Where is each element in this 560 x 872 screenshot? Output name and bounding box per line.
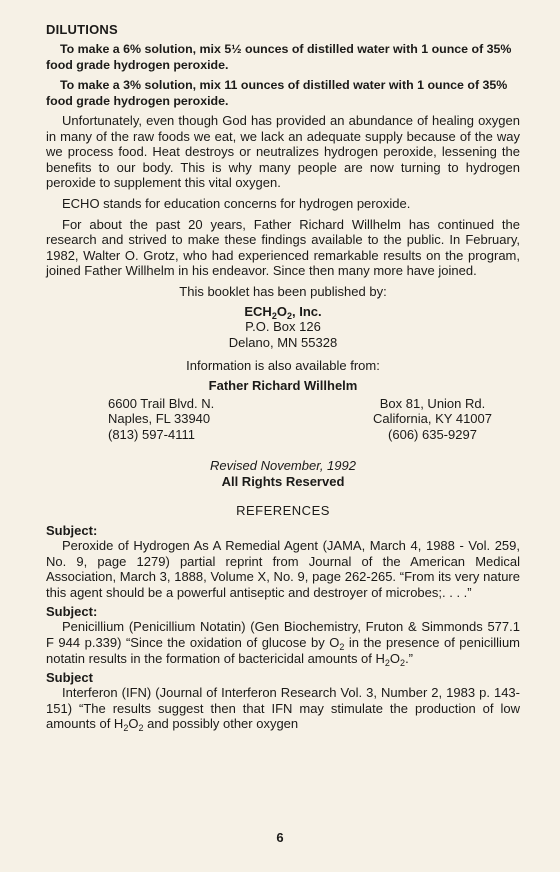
dilutions-heading: DILUTIONS: [46, 22, 118, 37]
contact-addresses: [46, 396, 520, 443]
kentucky-address: Box 81, Union Rd. California, KY 41007 (606) 635-9297: [372, 395, 492, 442]
publisher-intro: This booklet has been published by:: [179, 283, 387, 299]
florida-address: 6600 Trail Blvd. N. Naples, FL 33940 (813) 597-4111: [108, 395, 215, 442]
info-intro: Information is also available from:: [186, 358, 380, 374]
rights-notice: All Rights Reserved: [221, 473, 345, 489]
reference-subject-label: Subject:: [46, 523, 98, 539]
reference-penicillium: Penicillium (Penicillium Notatin) (Gen Biochemistry, Fruton & Simmonds 577.1 F 944 p.339) “Since the oxidation of glucose by $O_2$ in the presence of penicillium notatin results in the formation of bactericidal amounts of $H_2O_2$.”: [46, 619, 520, 668]
six-percent-instruction: To make a 6% solution, mix 5½ ounces of distilled water with 1 ounce of 35% food grade hydrogen peroxide.: [46, 42, 512, 72]
publisher-company: $ECH_2O_2$, Inc.: [244, 303, 322, 321]
reference-subject-label: Subject: [46, 670, 93, 686]
three-percent-instruction: To make a 3% solution, mix 11 ounces of distilled water with 1 ounce of 35% food grade hydrogen peroxide.: [46, 78, 508, 108]
body-paragraph-echo: ECHO stands for education concerns for hydrogen peroxide.: [62, 195, 411, 211]
reference-hydrogen-peroxide: Peroxide of Hydrogen As A Remedial Agent (JAMA, March 4, 1988 - Vol. 259, No. 9, page 1279) partial reprint from Journal of the American Medical Association, March 3, 1888, Volume X, No. 9, page 262-265. “From its very nature this agent should be a powerful antiseptic and destroyer of microbes;. . . .”: [46, 538, 520, 600]
contact-name: Father Richard Willhelm: [208, 377, 358, 393]
body-paragraph-history: For about the past 20 years, Father Richard Willhelm has continued the research and strived to make these findings available to the public. In February, 1982, Walter O. Grotz, who had experienced remarkable results on the program, joined Father Willhelm in his endeavor. Since then many more have joined.: [46, 216, 520, 279]
page-number: 6: [276, 830, 284, 845]
references-heading: REFERENCES: [236, 503, 330, 519]
body-paragraph-oxygen: Unfortunately, even though God has provided an abundance of healing oxygen in many of the raw foods we eat, we lack an adequate supply because of the way we process food. Heat destroys or neutralizes hydrogen peroxide, lessening the benefits to our body. This is why many people are now turning to hydrogen peroxide to supplement this vital oxygen.: [46, 113, 520, 191]
revision-date: Revised November, 1992: [210, 458, 356, 474]
reference-subject-label: Subject:: [46, 604, 98, 620]
publisher-address-line-1: P.O. Box 126: [245, 319, 321, 335]
publisher-address-line-2: Delano, MN 55328: [228, 334, 338, 350]
reference-interferon: Interferon (IFN) (Journal of Interferon Research Vol. 3, Number 2, 1983 p. 143-151) “The results suggest then that IFN may stimulate the production of low amounts of $H_2O_2$ and possibly other oxygen: [46, 685, 520, 734]
